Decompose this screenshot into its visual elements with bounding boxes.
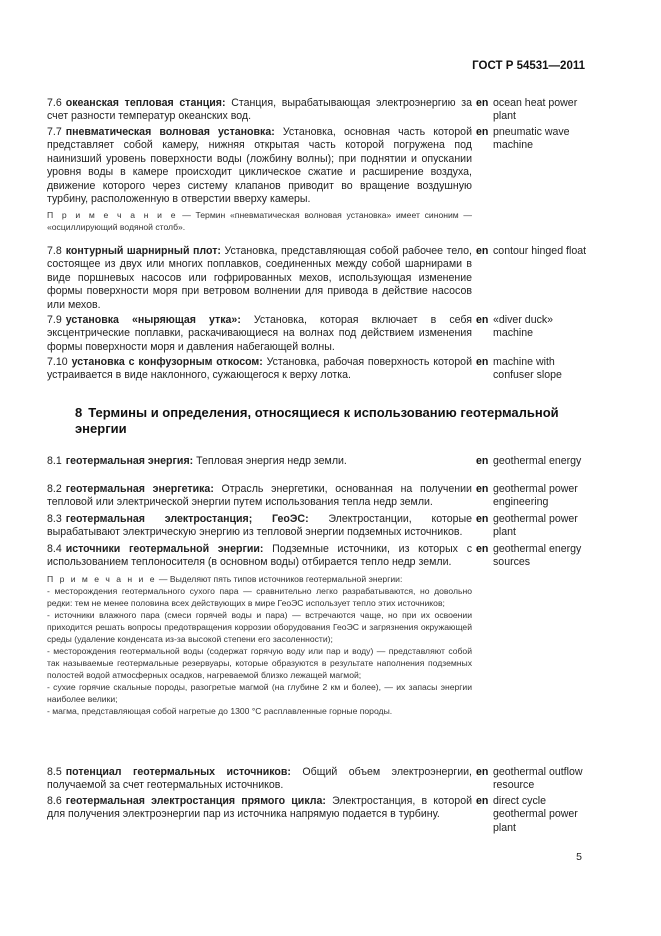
definition-text: Тепловая энергия недр земли. <box>193 455 347 467</box>
english-equivalent: machine with confuser slope <box>493 356 562 382</box>
term-name: геотермальная электростанция прямого цикла: <box>65 795 326 807</box>
term-number: 8.6 <box>47 795 62 807</box>
term-number: 8.2 <box>47 483 62 495</box>
term-name: установка «ныряющая утка»: <box>65 314 241 326</box>
english-equivalent: pneumatic wave machine <box>493 126 570 152</box>
language-code: en <box>476 795 489 807</box>
note-list-item: - месторождения геотермальной воды (содержат горячую воду или пар и воду) — представляют собой так называемые геотермальные резервуары, которые образуются в результате наполнения подземных полостей водой атмосферных осадков, нагреваемой близко лежащей магмой; <box>47 646 472 680</box>
note-label: П р и м е ч а н и е <box>47 210 178 220</box>
language-code: en <box>476 97 489 109</box>
english-equivalent: contour hinged float <box>493 245 587 257</box>
term-number: 8.5 <box>47 766 62 778</box>
language-code: en <box>476 455 489 467</box>
definition-text: Электростанция, в которой для получения электроэнергии пар из источника напрямую подается в турбину. <box>47 795 473 821</box>
language-code: en <box>476 245 489 257</box>
definition-text: Установка, которая включает в себя эксцентрические поплавки, раскачивающиеся на волнах под действием изменения формы поверхности моря и давления набегающей волны. <box>47 314 472 353</box>
definition-text: Установка, представляющая собой рабочее тело, состоящее из двух или многих поплавков, соединенных между собой шарнирами в виде поршневых насосов или гофрированных мехов, использующая изменение формы поверхности моря при ветровом волнении для привода в действие насосов или мехов. <box>47 245 472 311</box>
definition-text: Установка, основная часть которой представляет собой камеру, нижняя открытая часть которой погружена под наинизший уровень поверхности воды (ложбину волны); при поднятии и опускании уровня воды в камере происходит циклическое сжатие и расширение воздуха, движение которого через систему клапанов приводит во вращение воздушную турбину, расположенную в отверстии вверху камеры. <box>47 126 472 206</box>
section-number: 8 <box>75 405 83 420</box>
language-code: en <box>476 543 489 555</box>
term-definition <box>47 356 472 383</box>
note-label: П р и м е ч а н и е <box>47 574 157 584</box>
term-name: источники геотермальной энергии: <box>65 543 264 555</box>
term-number: 8.3 <box>47 513 62 525</box>
english-equivalent: geothermal outflow resource <box>493 766 583 792</box>
english-equivalent: «diver duck» machine <box>493 314 554 340</box>
term-definition <box>47 483 472 510</box>
term-name: геотермальная электростанция; ГеоЭС: <box>65 513 309 525</box>
note-intro <box>47 573 472 585</box>
english-equivalent: geothermal power plant <box>493 513 578 539</box>
section-heading <box>75 405 595 437</box>
language-code: en <box>476 314 489 326</box>
note-text: — Выделяют пять типов источников геотермальной энергии: <box>156 574 403 584</box>
term-definition <box>47 543 472 570</box>
term-number: 8.4 <box>47 543 62 555</box>
language-code: en <box>476 513 489 525</box>
term-definition <box>47 126 472 206</box>
term-number: 8.1 <box>47 455 62 467</box>
definition-text: Установка, рабочая поверхность которой устраивается в виде наклонного, сужающегося к верху лотка. <box>47 356 472 382</box>
english-equivalent: direct cycle geothermal power plant <box>493 795 578 834</box>
term-number: 7.9 <box>47 314 62 326</box>
definition-text: Общий объем электроэнергии, получаемой за счет геотермальных источников. <box>47 766 472 792</box>
term-definition <box>47 97 472 124</box>
note-list-item: - магма, представляющая собой нагретые до 1300 °С расплавленные горные породы. <box>47 706 393 716</box>
term-number: 7.7 <box>47 126 62 138</box>
definition-text: Станция, вырабатывающая электроэнергию за счет разности температур океанских вод. <box>47 97 472 123</box>
language-code: en <box>476 766 489 778</box>
term-name: океанская тепловая станция: <box>65 97 226 109</box>
definition-text: Подземные источники, из которых с использованием теплоносителя (в основном воды) отбирается тепло недр земли. <box>47 543 472 569</box>
term-name: потенциал геотермальных источников: <box>65 766 291 778</box>
english-equivalent: geothermal energy <box>493 455 582 467</box>
term-definition <box>47 314 472 354</box>
term-number: 7.10 <box>47 356 68 368</box>
term-definition <box>47 455 472 468</box>
term-definition <box>47 766 472 793</box>
english-equivalent: geothermal energy sources <box>493 543 582 569</box>
definition-text: Электростанции, которые вырабатывают электрическую энергию из тепловой энергии подземных источников. <box>47 513 472 539</box>
note-list-item: - сухие горячие скальные породы, разогретые магмой (на глубине 2 км и более), — их запасы энергии наиболее велики; <box>47 682 472 704</box>
note-list-item: - источники влажного пара (смеси горячей воды и пара) — встречаются чаще, но при их освоении приходится решать вопросы предотвращения коррозии оборудования ГеоЭС и загрязнения окружающей среды (удаление конденсата из-за высокой степени его засоленности); <box>47 610 472 644</box>
term-name: пневматическая волновая установка: <box>65 126 275 138</box>
definition-text: Отрасль энергетики, основанная на получении тепловой или электрической энергии путем использования тепла недр земли. <box>47 483 472 509</box>
note-pneumatic <box>47 209 472 233</box>
english-equivalent: ocean heat power plant <box>493 97 578 123</box>
term-definition <box>47 513 472 540</box>
term-number: 7.6 <box>47 97 62 109</box>
term-name: геотермальная энергетика: <box>65 483 214 495</box>
term-definition <box>47 795 472 822</box>
document-header: ГОСТ Р 54531—2011 <box>472 60 585 72</box>
term-name: контурный шарнирный плот: <box>65 245 221 257</box>
page-number: 5 <box>576 851 582 863</box>
language-code: en <box>476 483 489 495</box>
term-definition <box>47 245 472 312</box>
term-number: 7.8 <box>47 245 62 257</box>
language-code: en <box>476 356 489 368</box>
note-geothermal-sources <box>47 573 472 717</box>
note-list-item: - месторождения геотермального сухого пара — сравнительно легко разрабатываются, но довольно редки: тем не менее половина всех действующих в мире ГеоЭС использует тепло этих источников; <box>47 586 472 608</box>
term-name: геотермальная энергия: <box>65 455 194 467</box>
term-name: установка с конфузорным откосом: <box>71 356 263 368</box>
language-code: en <box>476 126 489 138</box>
english-equivalent: geothermal power engineering <box>493 483 578 509</box>
section-title-text: Термины и определения, относящиеся к использованию геотермальной энергии <box>75 405 559 436</box>
note-text: — Термин «пневматическая волновая установка» имеет синоним — «осциллирующий водяной столб». <box>47 210 472 232</box>
